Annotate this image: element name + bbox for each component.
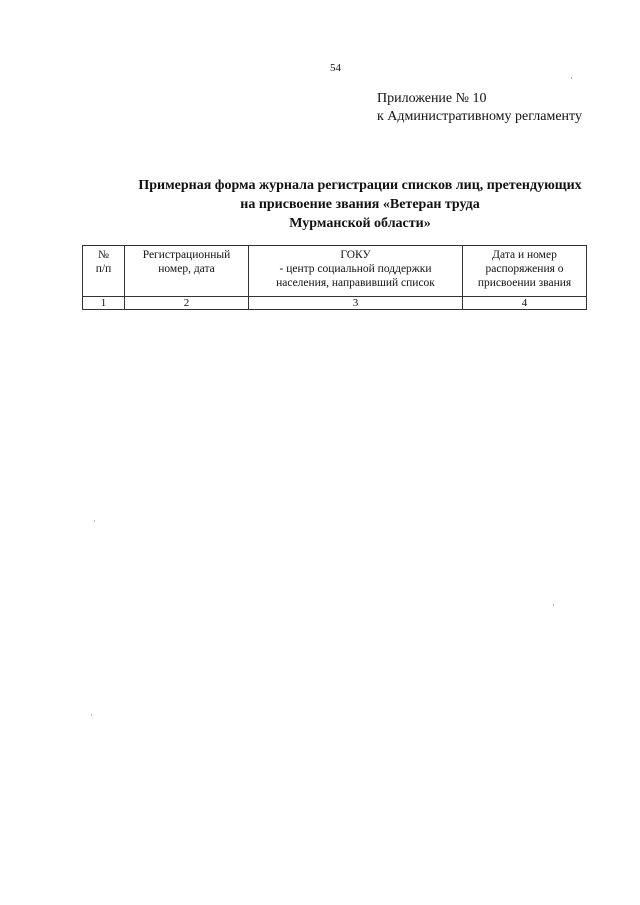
header-text: ГОКУ	[340, 249, 371, 261]
column-number-row	[83, 297, 587, 310]
header-number	[83, 246, 125, 297]
title-line-2: на присвоение звания «Ветеран труда	[240, 197, 480, 212]
header-goku-center	[249, 246, 463, 297]
header-text: населения, направивший список	[276, 277, 435, 289]
document-title	[100, 176, 620, 233]
header-order-date-number	[463, 246, 587, 297]
title-line-3: Мурманской области»	[289, 216, 431, 231]
page-number: 54	[330, 62, 341, 74]
appendix-line-2: к Административному регламенту	[377, 109, 582, 124]
header-text: - центр социальной поддержки	[279, 263, 432, 275]
header-text: п/п	[95, 263, 112, 275]
scan-speck	[553, 604, 554, 606]
header-text: Дата и номер	[492, 249, 557, 261]
table-header-row	[83, 246, 587, 297]
scan-speck	[571, 77, 572, 79]
column-number: 2	[125, 297, 249, 310]
header-text: номер, дата	[158, 263, 215, 275]
scan-speck	[91, 714, 92, 716]
scan-speck	[94, 520, 95, 522]
header-text: присвоении звания	[477, 277, 572, 289]
column-number: 4	[463, 297, 587, 310]
registration-journal-table	[82, 245, 587, 310]
column-number: 1	[83, 297, 125, 310]
header-text: №	[98, 249, 109, 261]
header-text: Регистрационный	[142, 249, 231, 261]
appendix-line-1: Приложение № 10	[377, 91, 487, 106]
title-line-1: Примерная форма журнала регистрации списков лиц, претендующих	[138, 178, 582, 193]
appendix-note	[377, 90, 582, 126]
header-registration-number	[125, 246, 249, 297]
header-text: распоряжения о	[485, 263, 564, 275]
column-number: 3	[249, 297, 463, 310]
